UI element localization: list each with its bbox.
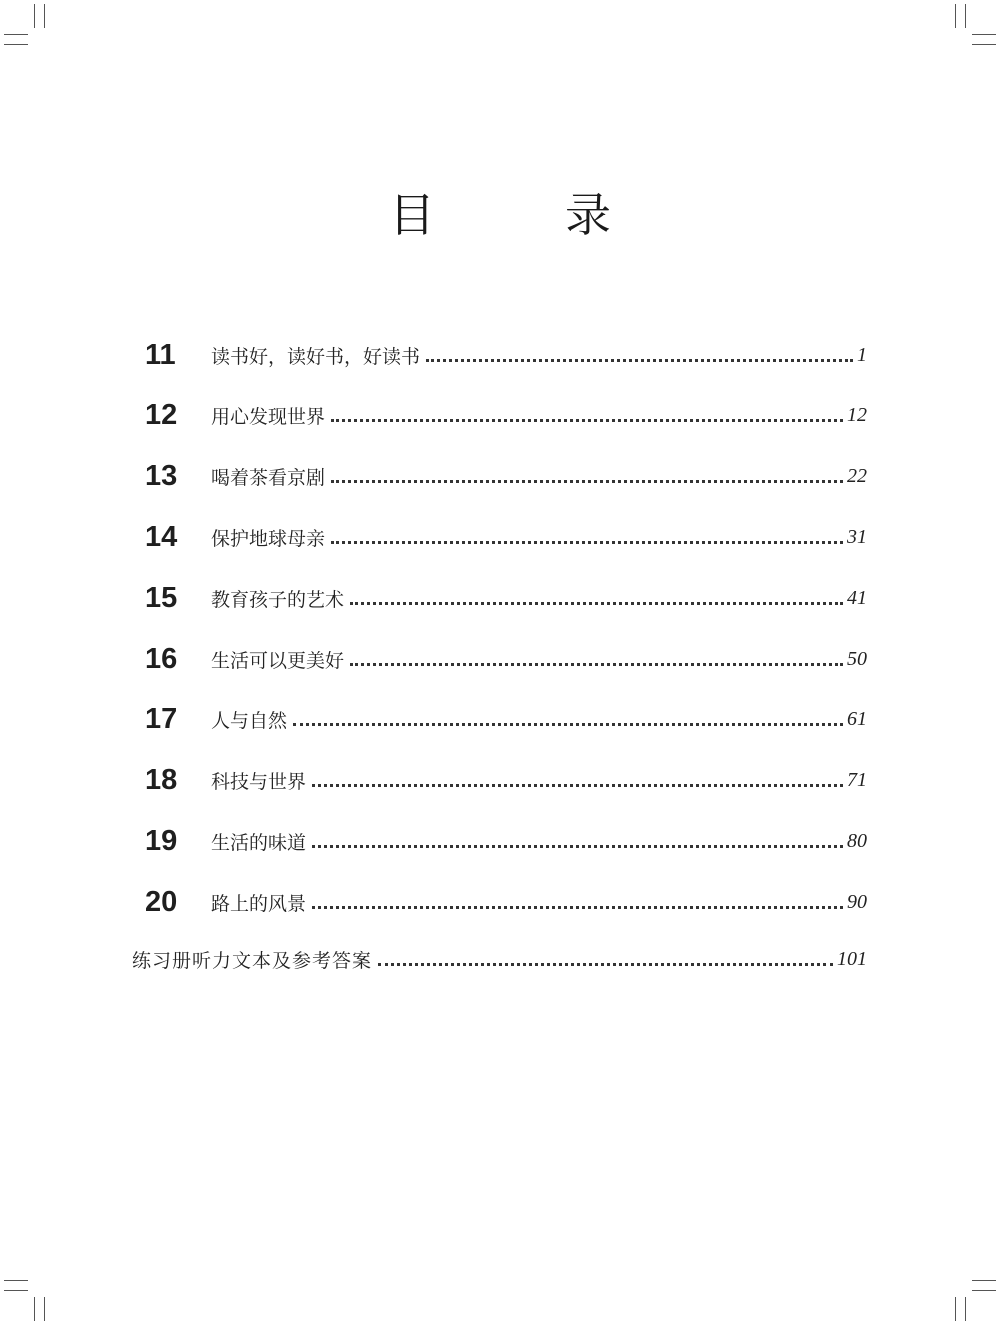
crop-mark [4, 44, 28, 45]
dot-leader [350, 663, 843, 666]
crop-mark [972, 1290, 996, 1291]
toc-entry[interactable] [145, 573, 867, 623]
dot-leader [331, 541, 843, 544]
toc-entry[interactable] [145, 330, 867, 380]
crop-mark [972, 1280, 996, 1281]
crop-mark [34, 4, 35, 28]
lesson-title: 教育孩子的艺术 [211, 588, 345, 611]
lesson-number: 18 [145, 764, 178, 797]
lesson-number: 14 [145, 520, 178, 553]
appendix-title: 练习册听力文本及参考答案 [132, 949, 373, 972]
toc-entry[interactable] [145, 695, 867, 745]
lesson-title: 生活的味道 [211, 831, 307, 854]
lesson-title: 读书好，读好书，好读书 [211, 345, 421, 368]
toc-entry[interactable] [145, 391, 867, 441]
dot-leader [312, 906, 843, 909]
toc-entry[interactable] [145, 816, 867, 866]
lesson-title: 人与自然 [211, 710, 288, 733]
toc-entry[interactable] [145, 756, 867, 806]
lesson-number: 12 [145, 399, 178, 432]
crop-mark [965, 1297, 966, 1321]
lesson-title: 生活可以更美好 [211, 649, 345, 672]
crop-mark [955, 4, 956, 28]
crop-mark [34, 1297, 35, 1321]
page-number: 101 [837, 947, 867, 970]
lesson-number: 19 [145, 824, 178, 857]
lesson-number: 15 [145, 581, 178, 614]
page-number: 71 [847, 769, 867, 792]
dot-leader [293, 723, 843, 726]
lesson-title: 路上的风景 [211, 892, 307, 915]
lesson-title: 保护地球母亲 [211, 527, 326, 550]
crop-mark [955, 1297, 956, 1321]
page-title: 目 录 [389, 187, 653, 242]
page-number: 61 [847, 708, 867, 731]
page-number: 50 [847, 647, 867, 670]
crop-mark [4, 1290, 28, 1291]
lesson-number: 11 [145, 338, 176, 371]
lesson-title: 用心发现世界 [211, 406, 326, 429]
toc-entry[interactable] [145, 452, 867, 502]
dot-leader [331, 419, 843, 422]
lesson-number: 13 [145, 460, 178, 493]
dot-leader [378, 963, 833, 966]
toc-entry[interactable] [145, 512, 867, 562]
dot-leader [350, 602, 843, 605]
crop-mark [44, 4, 45, 28]
lesson-title: 喝着茶看京剧 [211, 467, 326, 490]
crop-mark [972, 34, 996, 35]
dot-leader [331, 480, 843, 483]
lesson-number: 20 [145, 885, 178, 918]
page-number: 80 [847, 829, 867, 852]
page-number: 41 [847, 586, 867, 609]
lesson-number: 17 [145, 703, 178, 736]
crop-mark [4, 1280, 28, 1281]
page-number: 22 [847, 465, 867, 488]
dot-leader [312, 845, 843, 848]
crop-mark [972, 44, 996, 45]
page-number: 31 [847, 525, 867, 548]
dot-leader [426, 359, 853, 362]
toc-appendix-entry[interactable] [132, 934, 867, 984]
page-number: 1 [857, 343, 867, 366]
crop-mark [44, 1297, 45, 1321]
page-number: 90 [847, 890, 867, 913]
toc-entry[interactable] [145, 877, 867, 927]
toc-entry[interactable] [145, 634, 867, 684]
lesson-title: 科技与世界 [211, 771, 307, 794]
page-number: 12 [847, 404, 867, 427]
crop-mark [965, 4, 966, 28]
dot-leader [312, 784, 843, 787]
lesson-number: 16 [145, 642, 178, 675]
crop-mark [4, 34, 28, 35]
